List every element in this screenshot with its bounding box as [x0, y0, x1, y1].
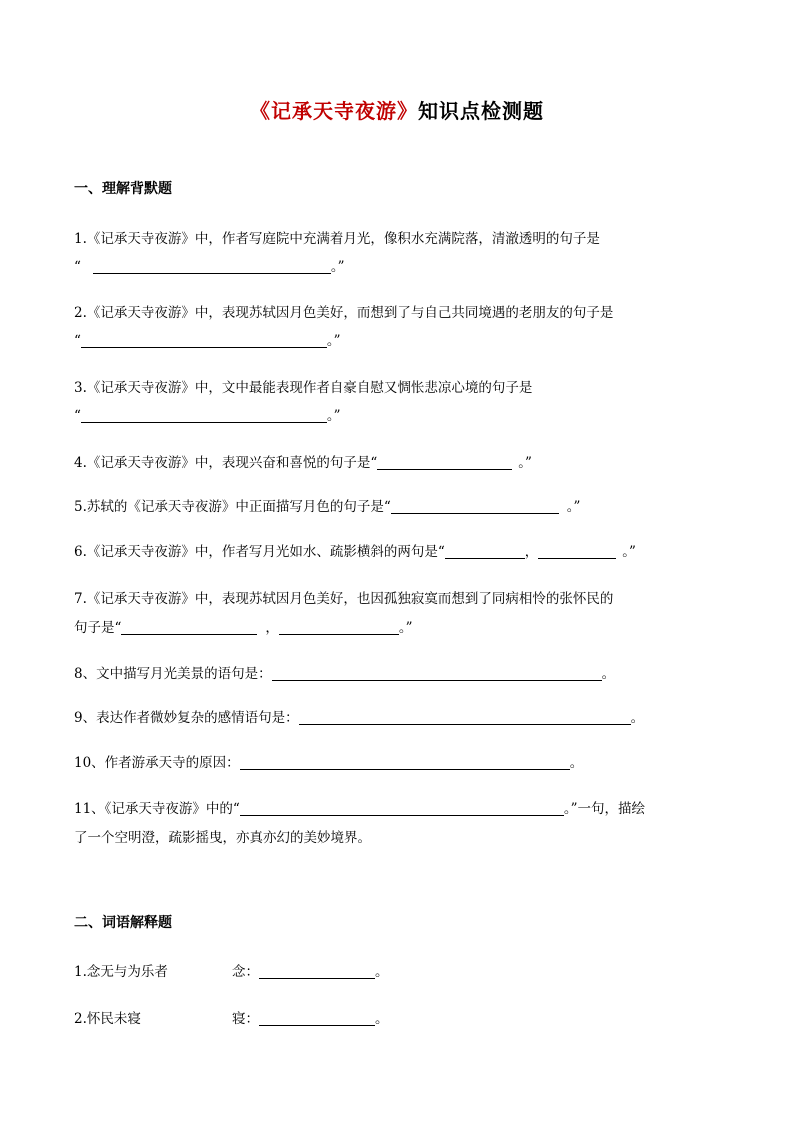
question-1-answer-line	[74, 257, 345, 277]
answer-blank[interactable]	[93, 259, 331, 274]
answer-blank[interactable]	[259, 964, 375, 979]
title-red-part: 《记承天寺夜游》	[250, 99, 418, 123]
question-9-text: 9、表达作者微妙复杂的感情语句是：	[74, 710, 299, 726]
close-mark: 。	[375, 1011, 389, 1027]
separator: ，	[524, 544, 539, 560]
question-10	[74, 753, 583, 773]
answer-blank-1[interactable]	[445, 544, 525, 559]
answer-blank[interactable]	[272, 666, 602, 681]
close-quote: 。”	[622, 544, 636, 560]
close-mark: 。	[569, 755, 584, 771]
open-quote: “	[74, 408, 81, 424]
question-3-answer-line	[74, 406, 341, 426]
answer-blank-2[interactable]	[538, 544, 616, 559]
answer-blank[interactable]	[377, 455, 512, 470]
separator: ，	[265, 620, 279, 636]
page-title	[0, 95, 794, 124]
answer-blank[interactable]	[240, 801, 564, 816]
vocab-2-label: 寝：	[232, 1011, 259, 1027]
section-heading-2: 二、词语解释题	[74, 915, 172, 931]
vocab-1-term: 1.念无与为乐者	[74, 964, 168, 980]
title-black-part: 知识点检测题	[418, 99, 544, 123]
question-7-answer-line	[74, 618, 413, 638]
question-6-text: 6.《记承天寺夜游》中，作者写月光如水、疏影横斜的两句是“	[74, 544, 445, 560]
question-11-line2: 了一个空明澄，疏影摇曳，亦真亦幻的美妙境界。	[74, 830, 371, 846]
question-2-text: 2.《记承天寺夜游》中，表现苏轼因月色美好，而想到了与自己共同境遇的老朋友的句子是	[74, 305, 614, 321]
answer-blank[interactable]	[391, 499, 559, 514]
question-5	[74, 497, 580, 517]
question-11-tail: 。”一句，描绘	[563, 801, 645, 817]
close-mark: 。	[630, 710, 645, 726]
section-heading-1: 一、理解背默题	[74, 181, 172, 197]
answer-blank-1[interactable]	[121, 620, 257, 635]
vocab-1-label: 念：	[232, 964, 259, 980]
close-mark: 。	[601, 666, 616, 682]
answer-blank[interactable]	[299, 710, 631, 725]
question-6	[74, 542, 636, 562]
question-11-text: 11、《记承天寺夜游》中的“	[74, 801, 240, 817]
question-3-text: 3.《记承天寺夜游》中，文中最能表现作者自豪自慰又惆怅悲凉心境的句子是	[74, 380, 533, 396]
question-8	[74, 664, 615, 684]
question-5-text: 5.苏轼的《记承天寺夜游》中正面描写月色的句子是“	[74, 499, 391, 515]
question-7-text: 7.《记承天寺夜游》中，表现苏轼因月色美好，也因孤独寂寞而想到了同病相怜的张怀民的	[74, 591, 614, 607]
close-quote: 。”	[330, 259, 345, 275]
close-quote: 。”	[566, 499, 581, 515]
open-quote: “	[74, 333, 81, 349]
question-7-prefix: 句子是“	[74, 620, 122, 636]
answer-blank[interactable]	[81, 333, 327, 348]
question-4	[74, 453, 532, 473]
answer-blank-2[interactable]	[279, 620, 399, 635]
answer-blank[interactable]	[259, 1011, 375, 1026]
question-11	[74, 799, 645, 819]
vocab-2-term: 2.怀民未寝	[74, 1011, 141, 1027]
question-1-text: 1.《记承天寺夜游》中，作者写庭院中充满着月光，像积水充满院落，清澈透明的句子是	[74, 231, 600, 247]
answer-blank[interactable]	[240, 755, 570, 770]
vocab-2-answer-line	[232, 1009, 389, 1029]
question-10-text: 10、作者游承天寺的原因：	[74, 755, 240, 771]
question-9	[74, 708, 644, 728]
close-quote: 。”	[326, 333, 341, 349]
close-quote: 。”	[398, 620, 413, 636]
question-2-answer-line	[74, 331, 341, 351]
open-quote: “	[74, 259, 81, 275]
close-quote: 。”	[518, 455, 532, 471]
question-8-text: 8、文中描写月光美景的语句是：	[74, 666, 272, 682]
close-mark: 。	[375, 964, 389, 980]
vocab-1-answer-line	[232, 962, 389, 982]
close-quote: 。”	[326, 408, 341, 424]
question-4-text: 4.《记承天寺夜游》中，表现兴奋和喜悦的句子是“	[74, 455, 378, 471]
answer-blank[interactable]	[81, 408, 327, 423]
